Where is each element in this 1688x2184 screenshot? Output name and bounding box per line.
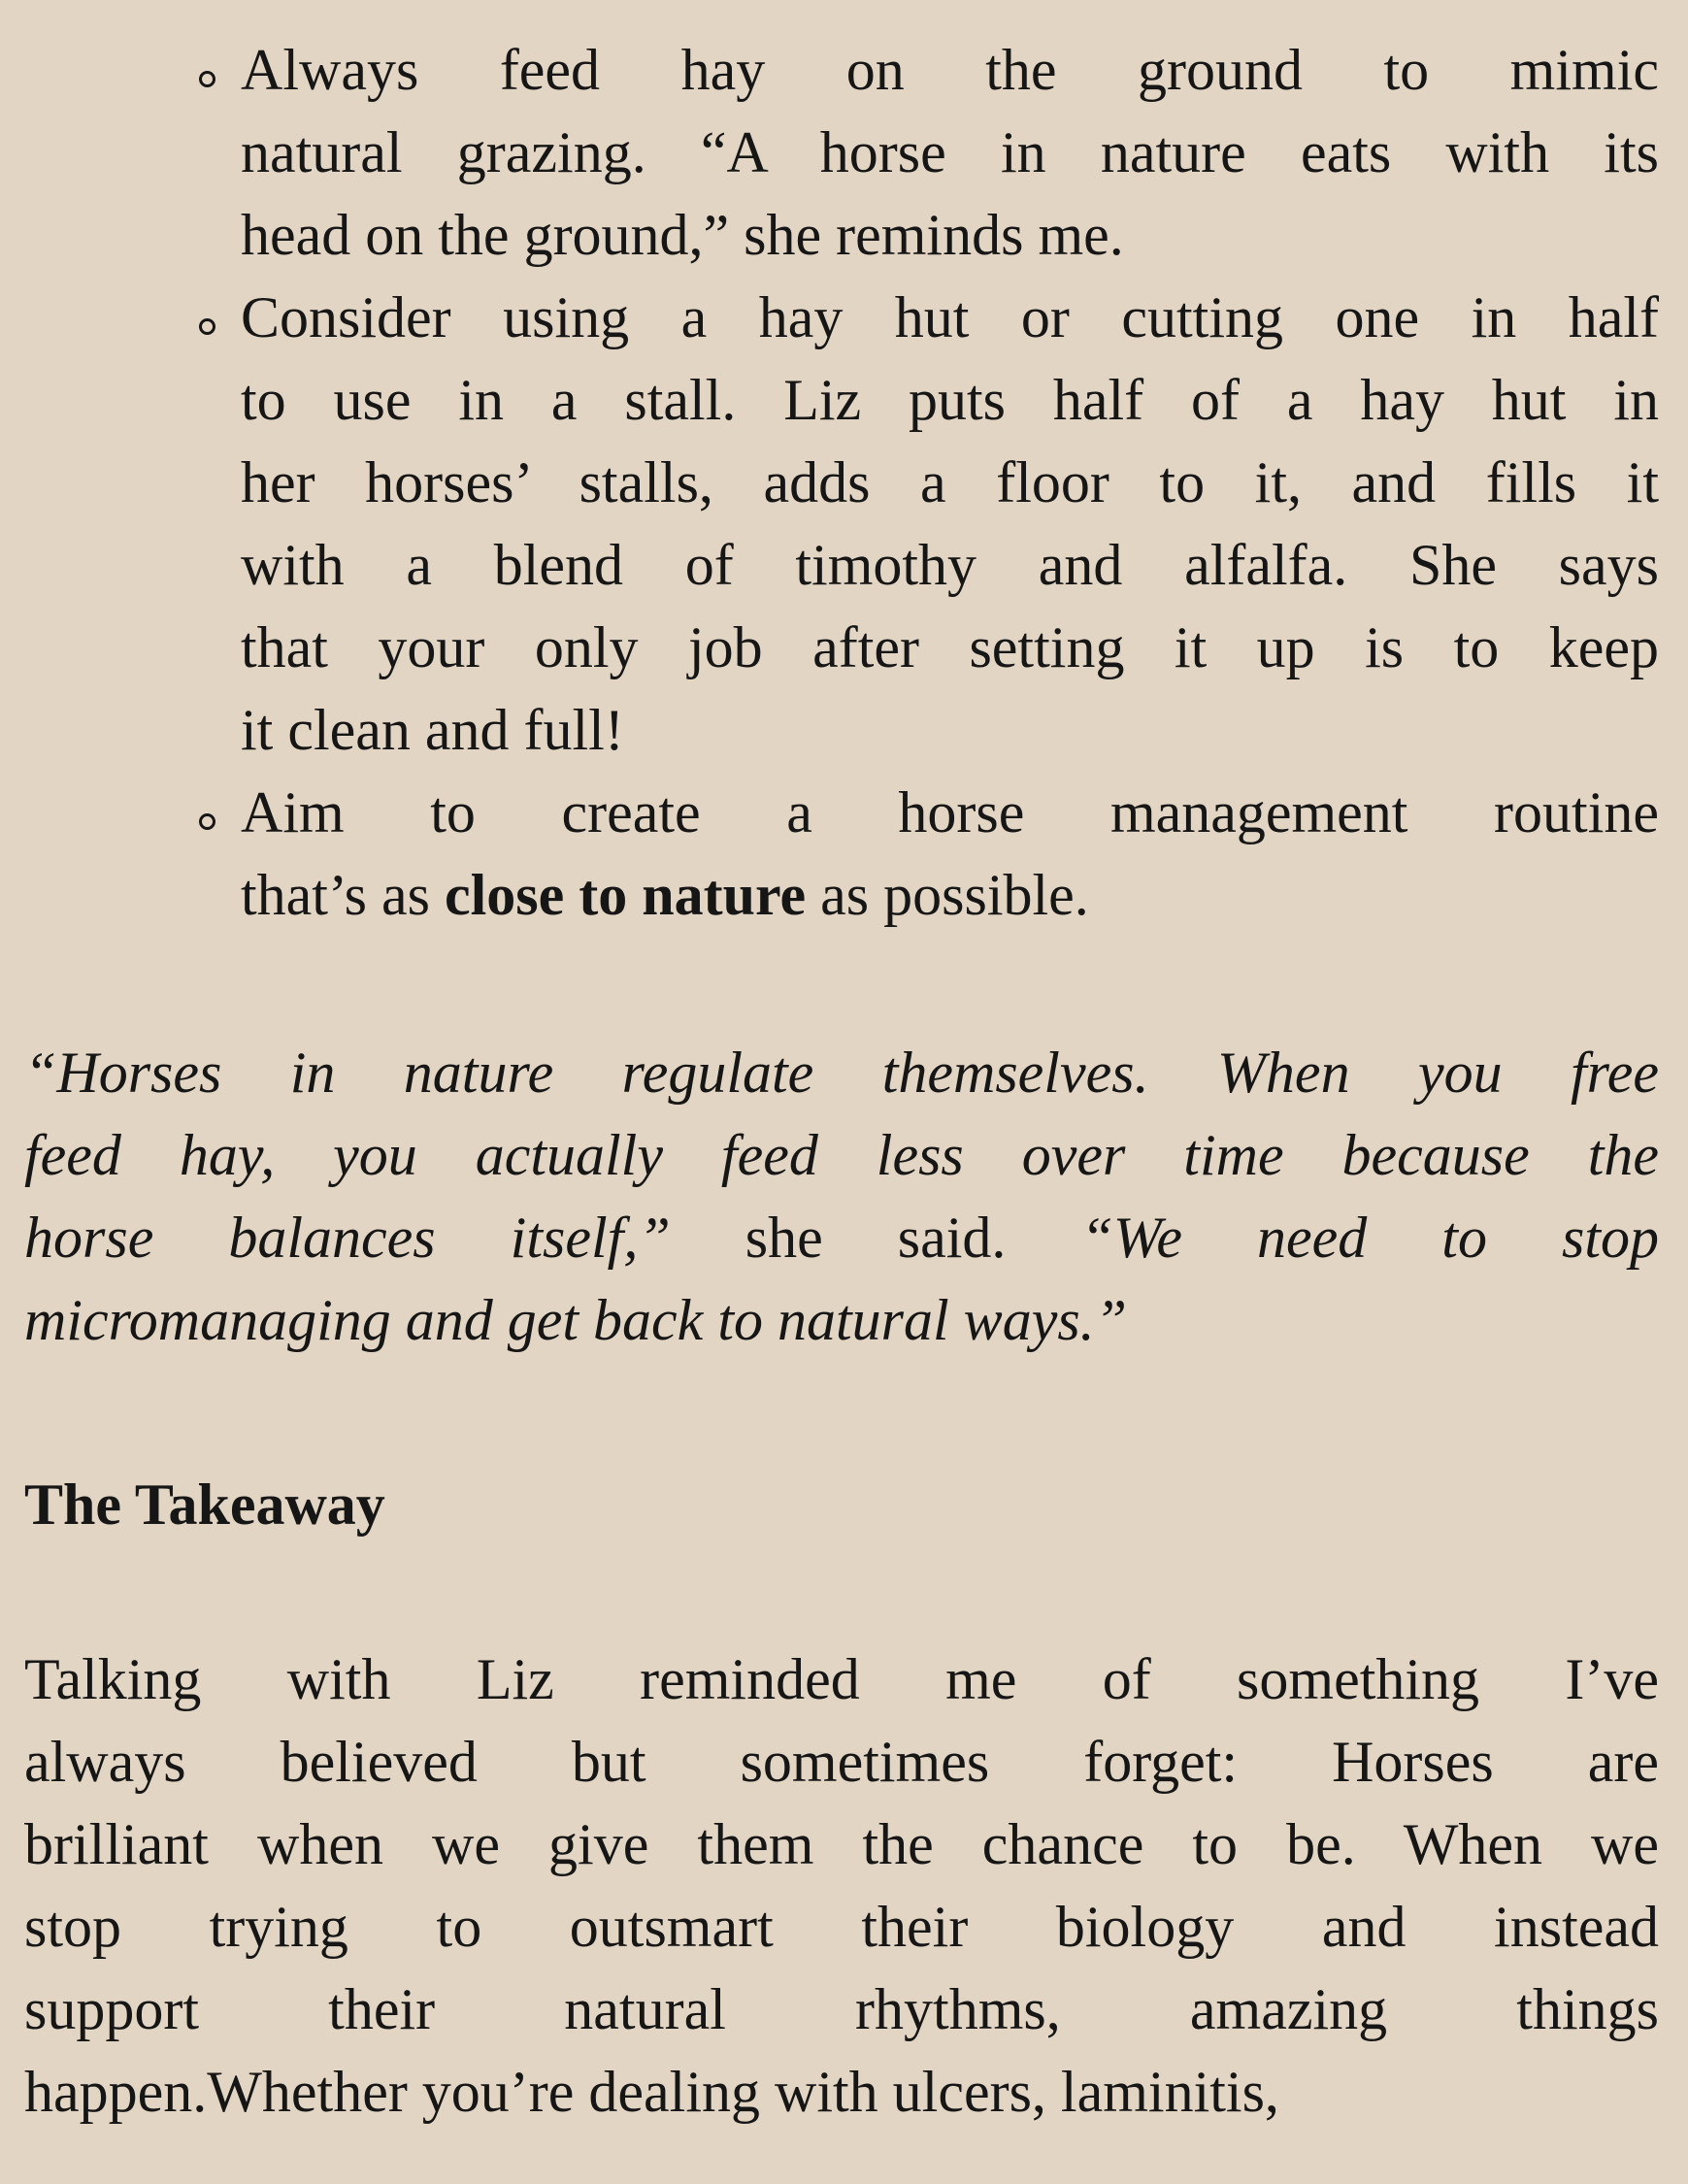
section-heading: The Takeaway xyxy=(24,1473,385,1537)
quote-italic-segment: horse balances itself,” xyxy=(24,1206,671,1270)
list-item-line: head on the ground,” she reminds me. xyxy=(241,203,1124,267)
list-item-line xyxy=(241,854,1659,937)
list-item-line: to use in a stall. Liz puts half of a hay hut in xyxy=(241,368,1659,432)
paragraph-line: happen.Whether you’re dealing with ulcers, laminitis, xyxy=(24,2060,1279,2124)
list-item-line: natural grazing. “A horse in nature eats with its xyxy=(241,120,1659,184)
bullet-circle-icon xyxy=(199,813,215,830)
quote-line xyxy=(24,1197,1659,1279)
paragraph-line: always believed but sometimes forget: Horses are xyxy=(24,1730,1659,1794)
list-item-line: her horses’ stalls, adds a floor to it, and fills it xyxy=(241,450,1659,514)
bullet-circle-icon xyxy=(199,71,215,87)
list-item-line: with a blend of timothy and alfalfa. She says xyxy=(241,533,1659,597)
quote-line: feed hay, you actually feed less over time because the xyxy=(24,1123,1659,1187)
pull-quote-paragraph xyxy=(24,1032,1659,1362)
paragraph-line: brilliant when we give them the chance to be. When we xyxy=(24,1812,1659,1876)
quote-italic-segment: “We need to stop xyxy=(1080,1206,1660,1270)
list-item-line: Consider using a hay hut or cutting one in half xyxy=(241,285,1659,349)
paragraph-line: stop trying to outsmart their biology and instead xyxy=(24,1895,1659,1959)
text-segment: as possible. xyxy=(820,863,1089,927)
list-item xyxy=(24,277,1659,772)
list-item-line: Always feed hay on the ground to mimic xyxy=(241,38,1659,102)
quote-line: “Horses in nature regulate themselves. When you free xyxy=(24,1041,1659,1105)
bold-text-segment: close to nature xyxy=(444,863,807,927)
paragraph-line: Talking with Liz reminded me of something I’ve xyxy=(24,1647,1659,1711)
list-item-line: Aim to create a horse management routine xyxy=(241,780,1659,844)
quote-line: micromanaging and get back to natural ways.” xyxy=(24,1288,1128,1352)
list-item xyxy=(24,29,1659,277)
text-segment: that’s as xyxy=(241,863,430,927)
bullet-list xyxy=(24,29,1659,937)
list-item-line: it clean and full! xyxy=(241,698,624,762)
attribution-segment: she said. xyxy=(745,1206,1007,1270)
paragraph-line: support their natural rhythms, amazing things xyxy=(24,1977,1659,2041)
list-item xyxy=(24,772,1659,937)
closing-paragraph xyxy=(24,1638,1659,2134)
bullet-circle-icon xyxy=(199,318,215,335)
list-item-line: that your only job after setting it up is to keep xyxy=(241,615,1659,679)
